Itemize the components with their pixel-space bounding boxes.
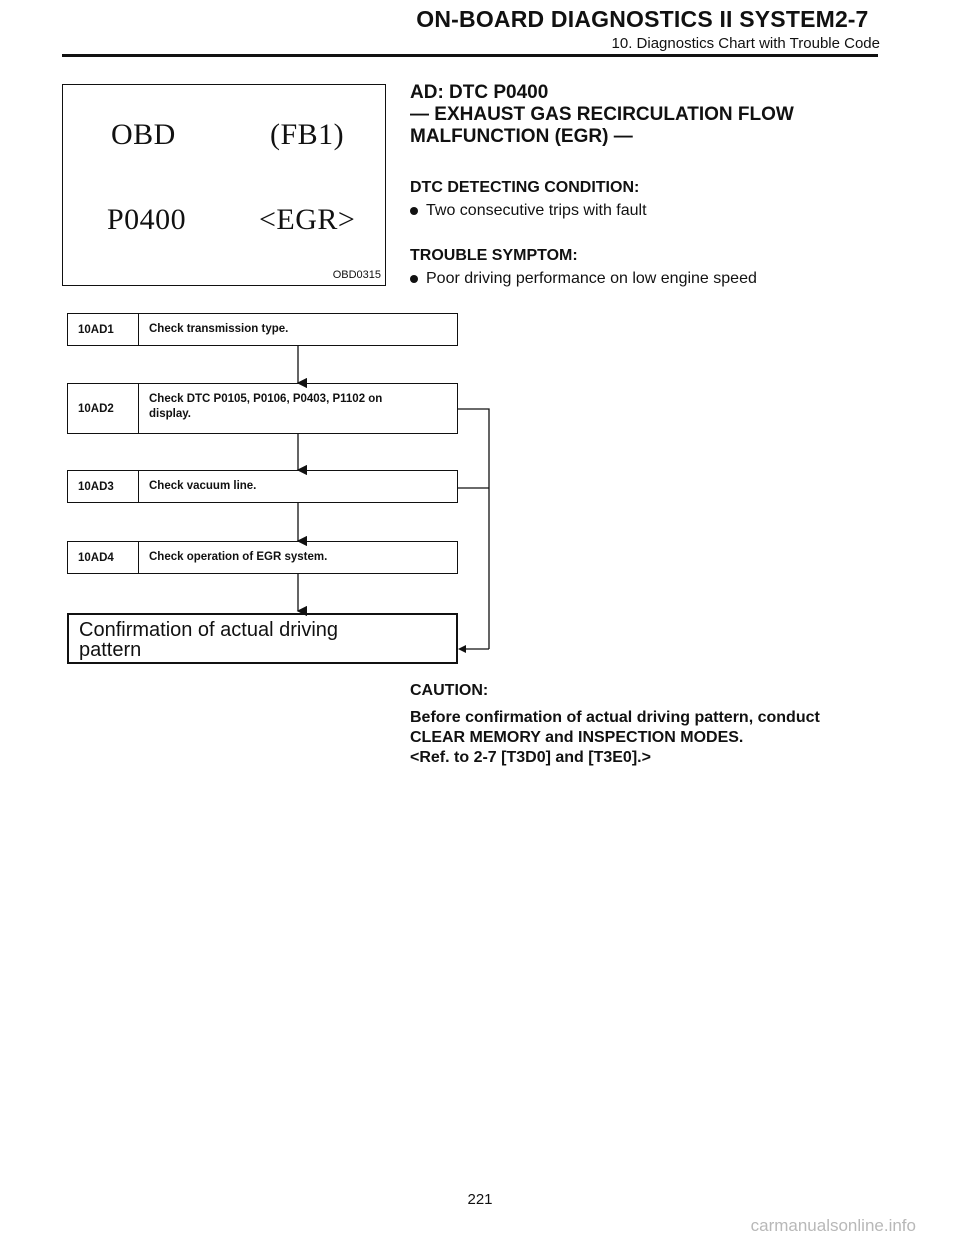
final-line2: pattern — [79, 639, 142, 661]
caution-body — [410, 708, 820, 768]
flow-step-10ad2 — [67, 383, 458, 434]
obd-fb1-label: (FB1) — [270, 118, 345, 151]
arrow-left-icon — [458, 645, 466, 653]
step-text: Check transmission type. — [149, 323, 289, 335]
step-text-line2: display. — [149, 408, 191, 420]
flow-step-10ad1 — [67, 313, 458, 346]
condition-heading: DTC DETECTING CONDITION: — [410, 179, 640, 196]
step-id: 10AD1 — [68, 314, 139, 345]
page-number: 221 — [467, 1191, 493, 1208]
obd-dtc-code: P0400 — [107, 203, 187, 236]
flow-step-10ad4 — [67, 541, 458, 574]
header-subtitle: 10. Diagnostics Chart with Trouble Code — [611, 35, 880, 52]
step-text — [139, 384, 457, 433]
symptom-heading: TROUBLE SYMPTOM: — [410, 247, 578, 264]
step-id: 10AD4 — [68, 542, 139, 573]
obd-egr-label: <EGR> — [259, 203, 356, 236]
caution-heading: CAUTION: — [410, 682, 489, 699]
symptom-item-text: Poor driving performance on low engine speed — [426, 270, 757, 287]
caution-line3: <Ref. to 2-7 [T3D0] and [T3E0].> — [410, 749, 651, 766]
flow-final-box — [67, 613, 458, 664]
step-text-line1: Check DTC P0105, P0106, P0403, P1102 on — [149, 393, 383, 405]
flow-step-10ad3 — [67, 470, 458, 503]
watermark: carmanualsonline.info — [750, 1216, 916, 1235]
header-title: ON-BOARD DIAGNOSTICS II SYSTEM — [416, 6, 835, 32]
figure-code: OBD0315 — [332, 269, 381, 281]
final-line1: Confirmation of actual driving — [79, 619, 339, 641]
caution-line1: Before confirmation of actual driving pattern, conduct — [410, 709, 820, 726]
step-id: 10AD3 — [68, 471, 139, 502]
header-section-number: 2-7 — [835, 6, 869, 32]
step-text: Check operation of EGR system. — [149, 551, 328, 563]
caution-line2: CLEAR MEMORY and INSPECTION MODES. — [410, 729, 744, 746]
step-text: Check vacuum line. — [149, 480, 257, 492]
obd-label: OBD — [111, 118, 176, 151]
section-title-line1: AD: DTC P0400 — [410, 82, 549, 103]
section-title-line3: MALFUNCTION (EGR) — — [410, 126, 633, 147]
section-title-line2: — EXHAUST GAS RECIRCULATION FLOW — [410, 104, 794, 125]
condition-item-text: Two consecutive trips with fault — [426, 202, 647, 219]
bypass-line — [458, 409, 489, 649]
step-id: 10AD2 — [68, 384, 139, 433]
